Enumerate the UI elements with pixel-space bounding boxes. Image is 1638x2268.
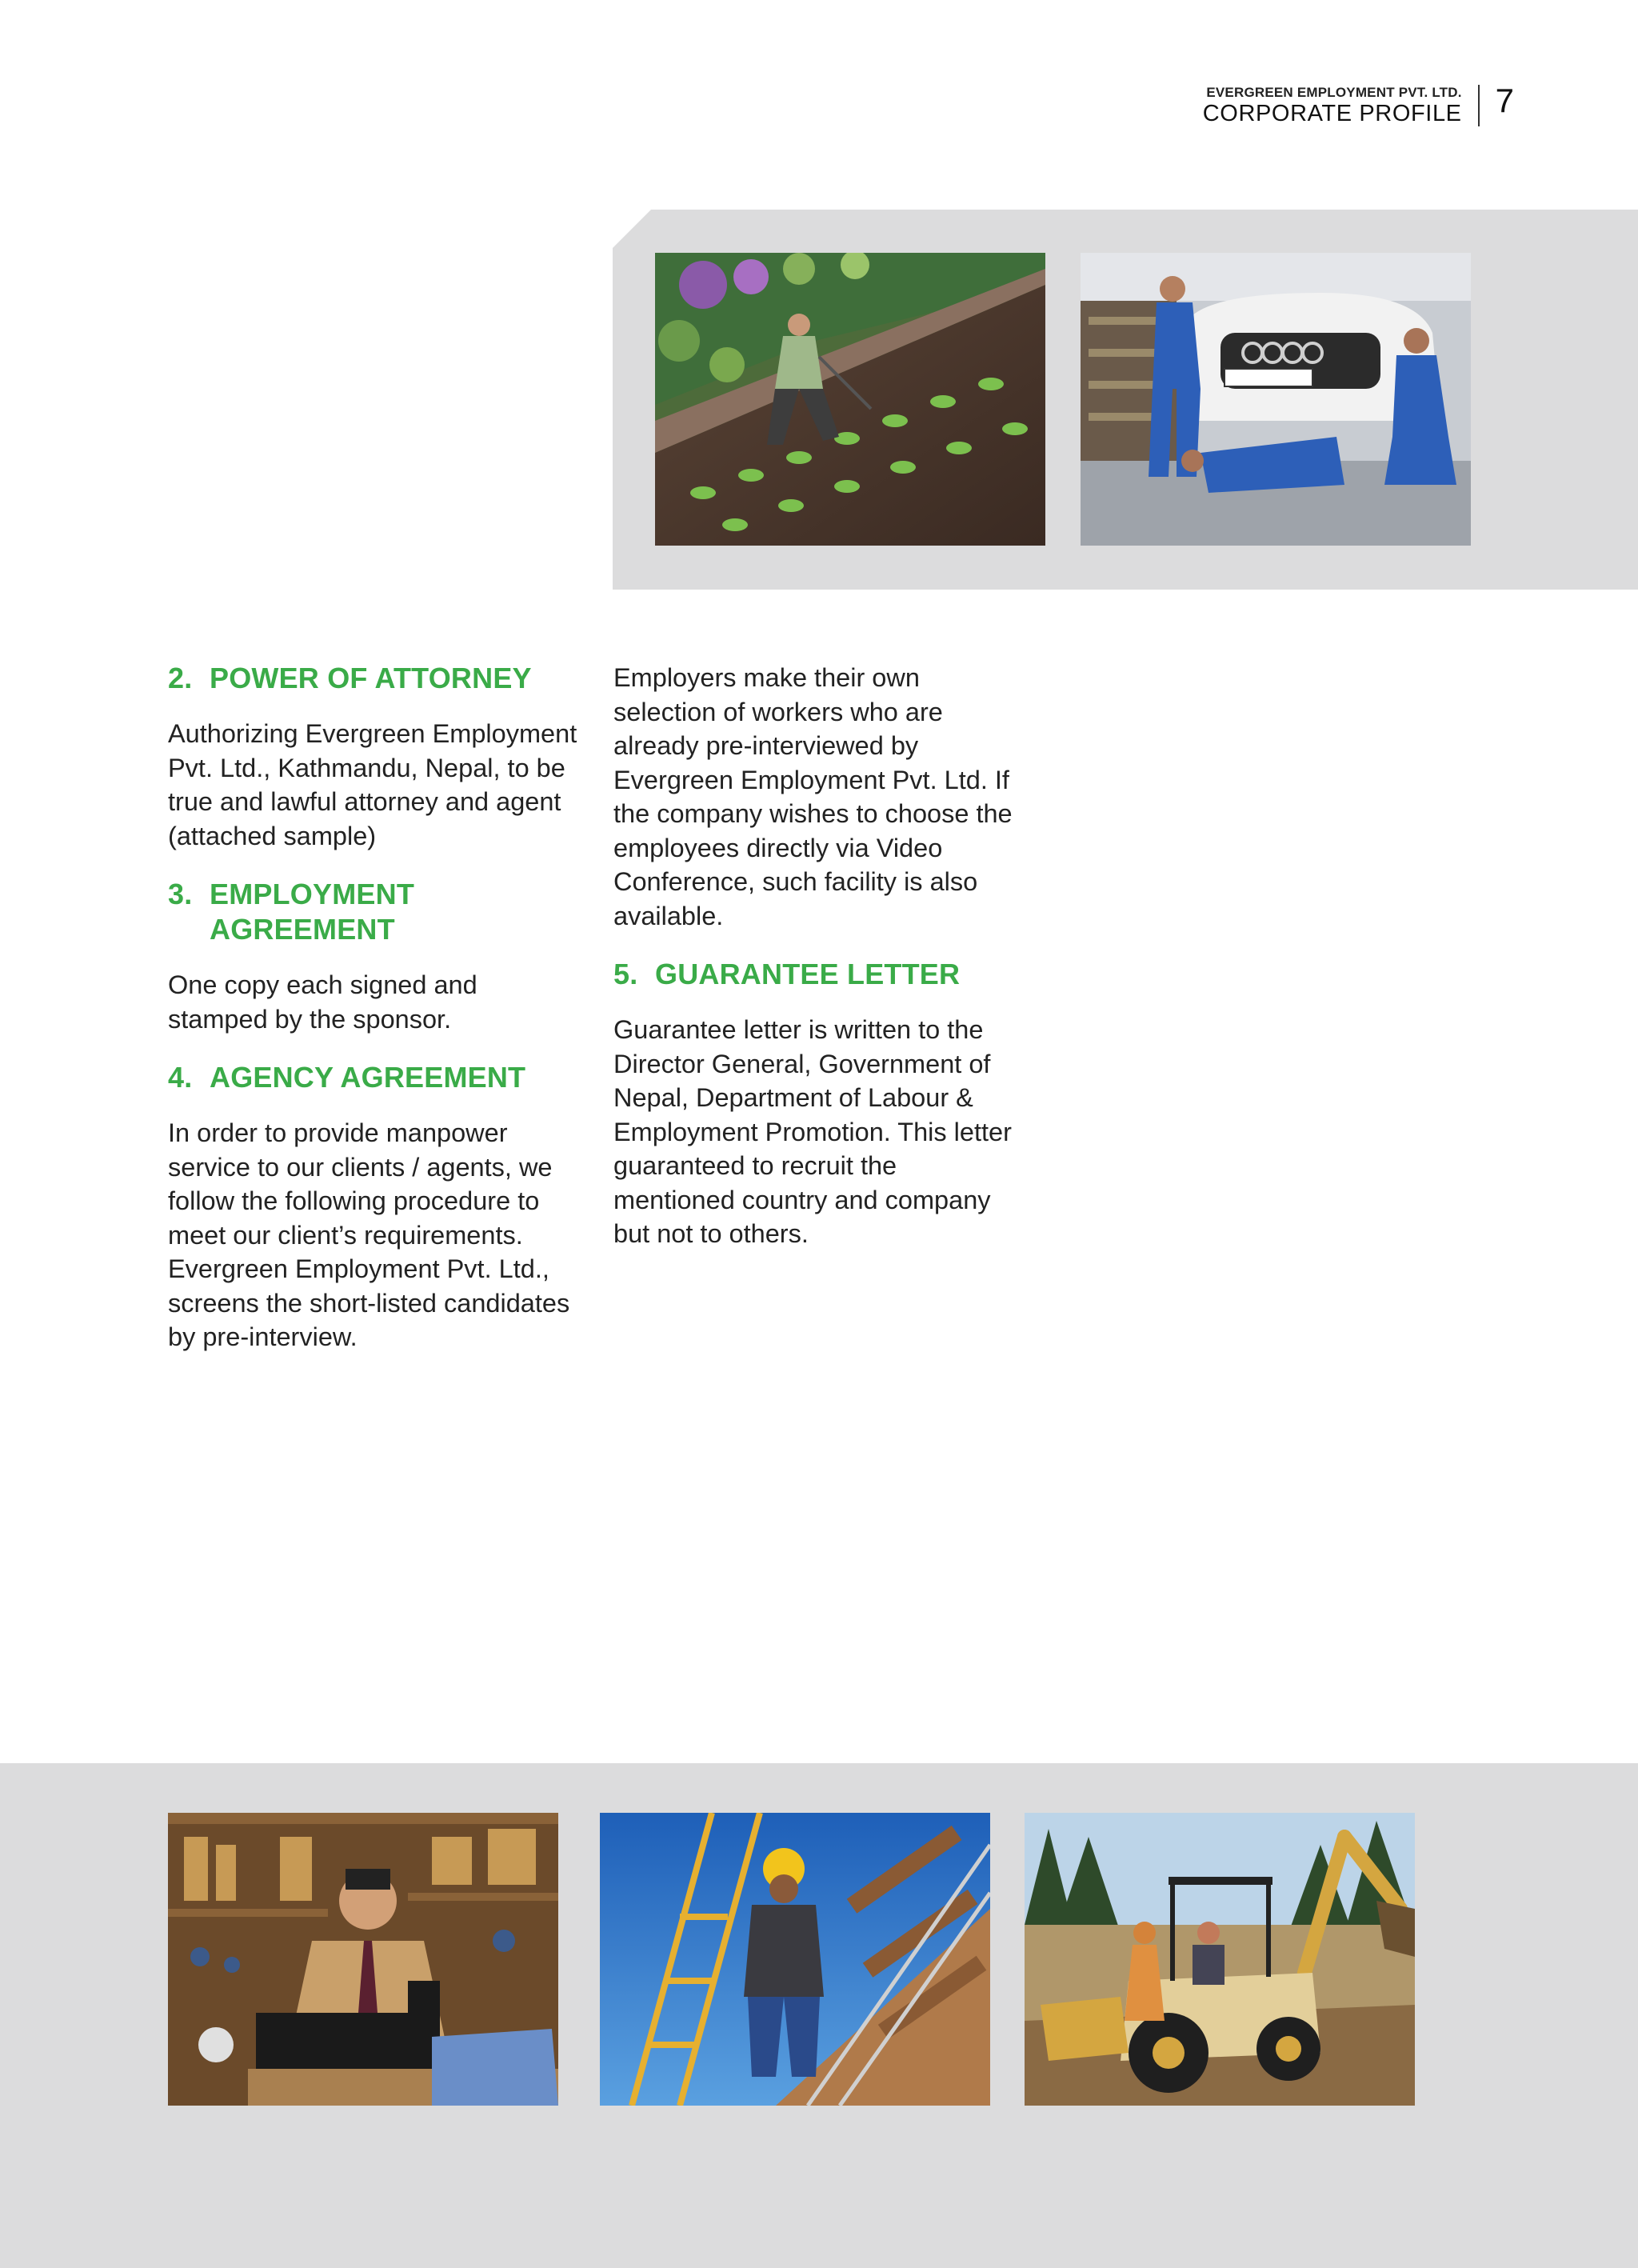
section-title: AGENCY AGREEMENT <box>210 1061 526 1094</box>
section-body-employment-agreement: One copy each signed and stamped by the sponsor. <box>168 970 477 1034</box>
section-title: EMPLOYMENT AGREEMENT <box>210 878 415 946</box>
section-number: 2. <box>168 662 193 694</box>
section-body-guarantee-letter: Guarantee letter is written to the Director General, Government of Nepal, Department of Labour & Employment Promotion. This letter guaranteed to recruit the mentioned country and company but not to others. <box>613 1015 1012 1248</box>
page-number: 7 <box>1495 82 1514 119</box>
section-title: POWER OF ATTORNEY <box>210 662 532 694</box>
section-heading-power-of-attorney <box>168 661 584 696</box>
page-header <box>1202 82 1514 130</box>
section-number: 4. <box>168 1061 193 1094</box>
section-number: 5. <box>613 958 638 990</box>
section-body-power-of-attorney: Authorizing Evergreen Employment Pvt. Ltd., Kathmandu, Nepal, to be true and lawful attorney and agent (attached sample) <box>168 719 577 850</box>
section-title: GUARANTEE LETTER <box>655 958 961 990</box>
section-heading-guarantee-letter <box>613 957 1023 992</box>
section-body-agency-agreement: In order to provide manpower service to our clients / agents, we follow the following procedure to meet our client’s requirements. Evergreen Employment Pvt. Ltd., screens the short-listed candidates by pre-interview. <box>168 1118 570 1351</box>
left-column <box>168 661 584 1378</box>
section-body-agency-agreement-continued: Employers make their own selection of workers who are already pre-interviewed by Evergreen Employment Pvt. Ltd. If the company wishes to choose the employees directly via Video Conference, such facility is also available. <box>613 663 1013 930</box>
farmer-field-photo <box>655 253 1045 546</box>
right-column <box>613 661 1023 1275</box>
section-heading-agency-agreement <box>168 1060 584 1095</box>
tailor-sewing-photo <box>168 1813 558 2106</box>
header-text <box>1203 85 1480 126</box>
section-heading-employment-agreement <box>168 877 584 947</box>
mechanics-car-photo <box>1081 253 1471 546</box>
section-number: 3. <box>168 878 193 910</box>
backhoe-loader-photo <box>1025 1813 1415 2106</box>
construction-worker-photo <box>600 1813 990 2106</box>
company-name: EVERGREEN EMPLOYMENT PVT. LTD. <box>1206 85 1462 100</box>
document-section: CORPORATE PROFILE <box>1202 101 1462 126</box>
